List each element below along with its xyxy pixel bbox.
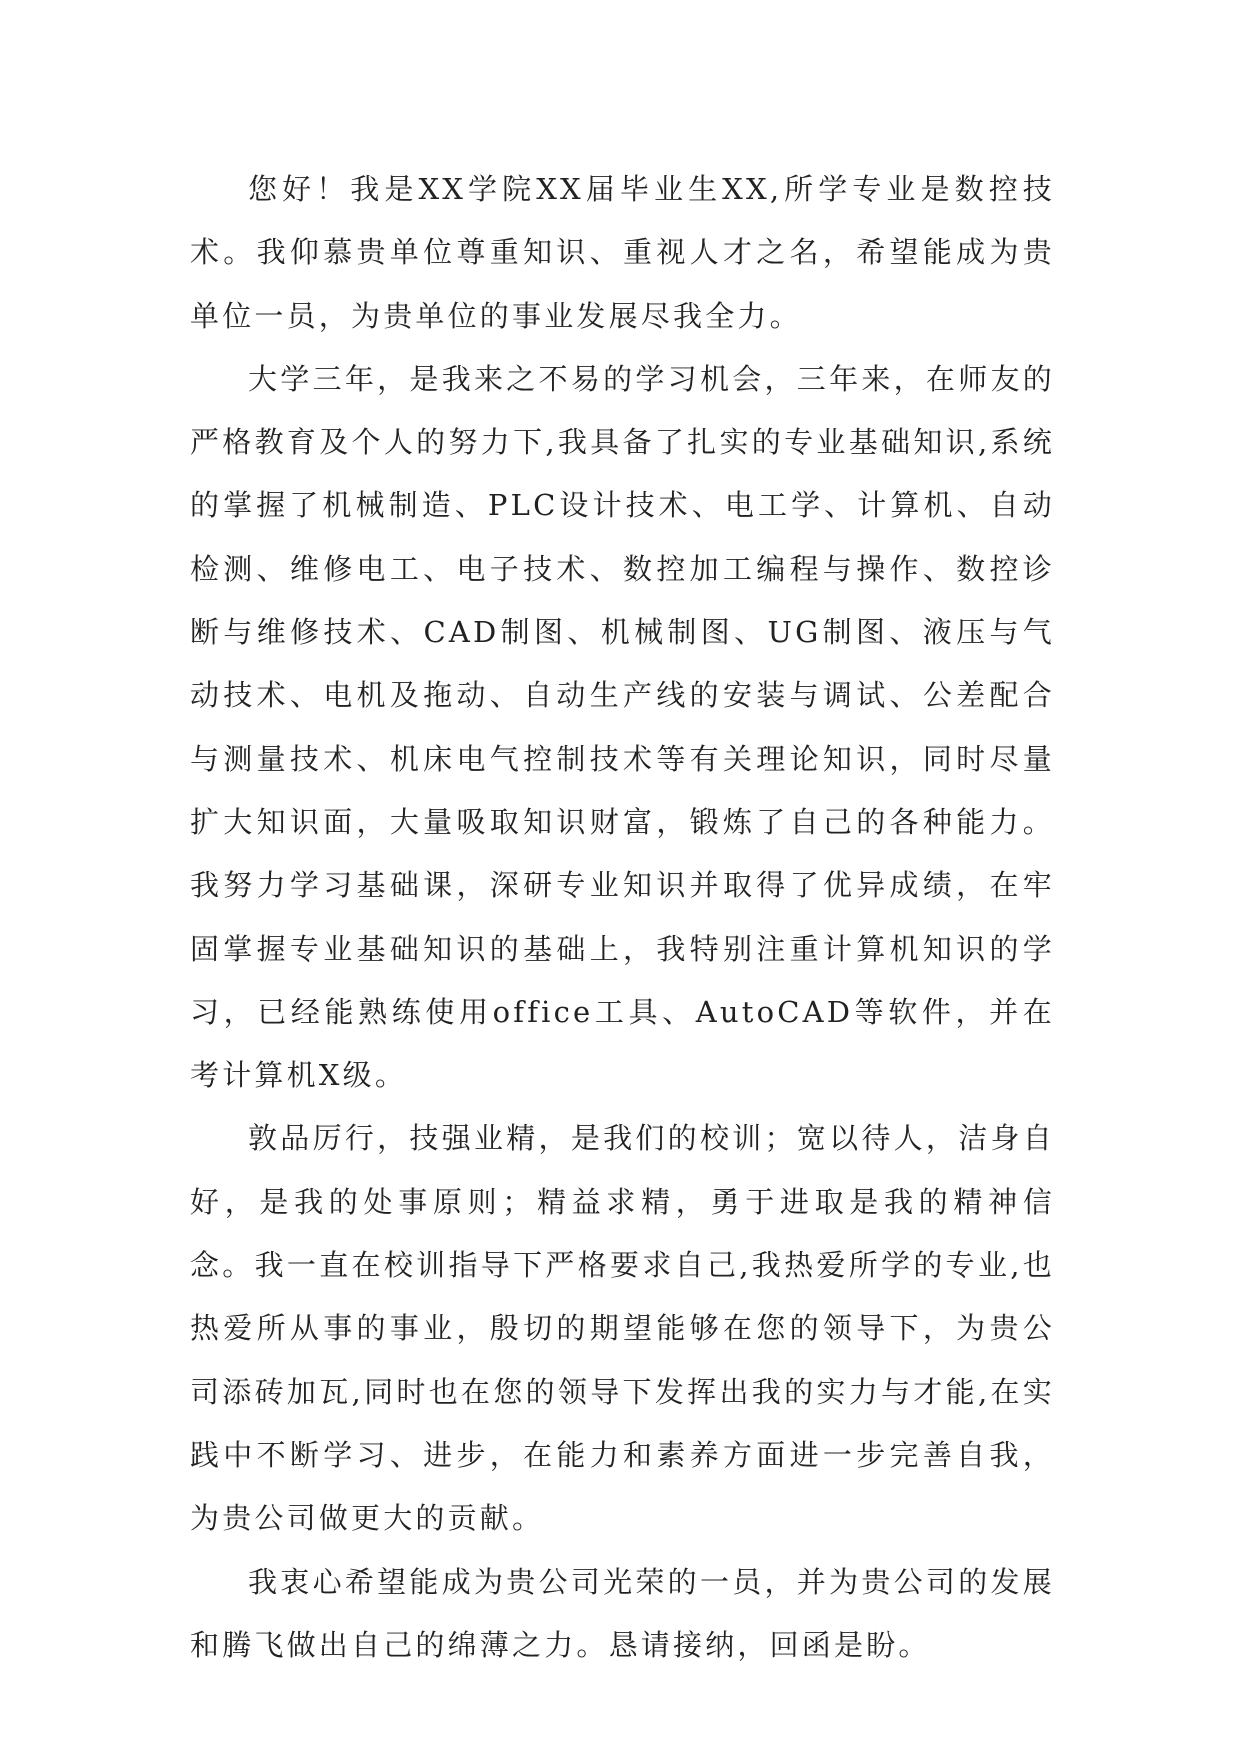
paragraph-motto: 敦品厉行，技强业精，是我们的校训；宽以待人，洁身自好，是我的处事原则；精益求精，勇于进取是我的精神信念。我一直在校训指导下严格要求自己,我热爱所学的专业,也热爱所从事的事业，殷切的期望能够在您的领导下，为贵公司添砖加瓦,同时也在您的领导下发挥出我的实力与才能,在实践中不断学习、进步，在能力和素养方面进一步完善自我，为贵公司做更大的贡献。 <box>190 1121 1055 1536</box>
paragraph-greeting: 您好！我是XX学院XX届毕业生XX,所学专业是数控技术。我仰慕贵单位尊重知识、重视人才之名，希望能成为贵单位一员，为贵单位的事业发展尽我全力。 <box>190 172 1055 333</box>
paragraph-closing: 我衷心希望能成为贵公司光荣的一员，并为贵公司的发展和腾飞做出自己的绵薄之力。恳请接纳，回函是盼。 <box>190 1564 1055 1662</box>
paragraph-education: 大学三年，是我来之不易的学习机会，三年来，在师友的严格教育及个人的努力下,我具备了扎实的专业基础知识,系统的掌握了机械制造、PLC设计技术、电工学、计算机、自动检测、维修电工、电子技术、数控加工编程与操作、数控诊断与维修技术、CAD制图、机械制图、UG制图、液压与气动技术、电机及拖动、自动生产线的安装与调试、公差配合与测量技术、机床电气控制技术等有关理论知识，同时尽量扩大知识面，大量吸取知识财富，锻炼了自己的各种能力。我努力学习基础课，深研专业知识并取得了优异成绩，在牢固掌握专业基础知识的基础上，我特别注重计算机知识的学习，已经能熟练使用office工具、AutoCAD等软件，并在考计算机X级。 <box>190 361 1055 1093</box>
letter-body <box>190 158 1055 1677</box>
